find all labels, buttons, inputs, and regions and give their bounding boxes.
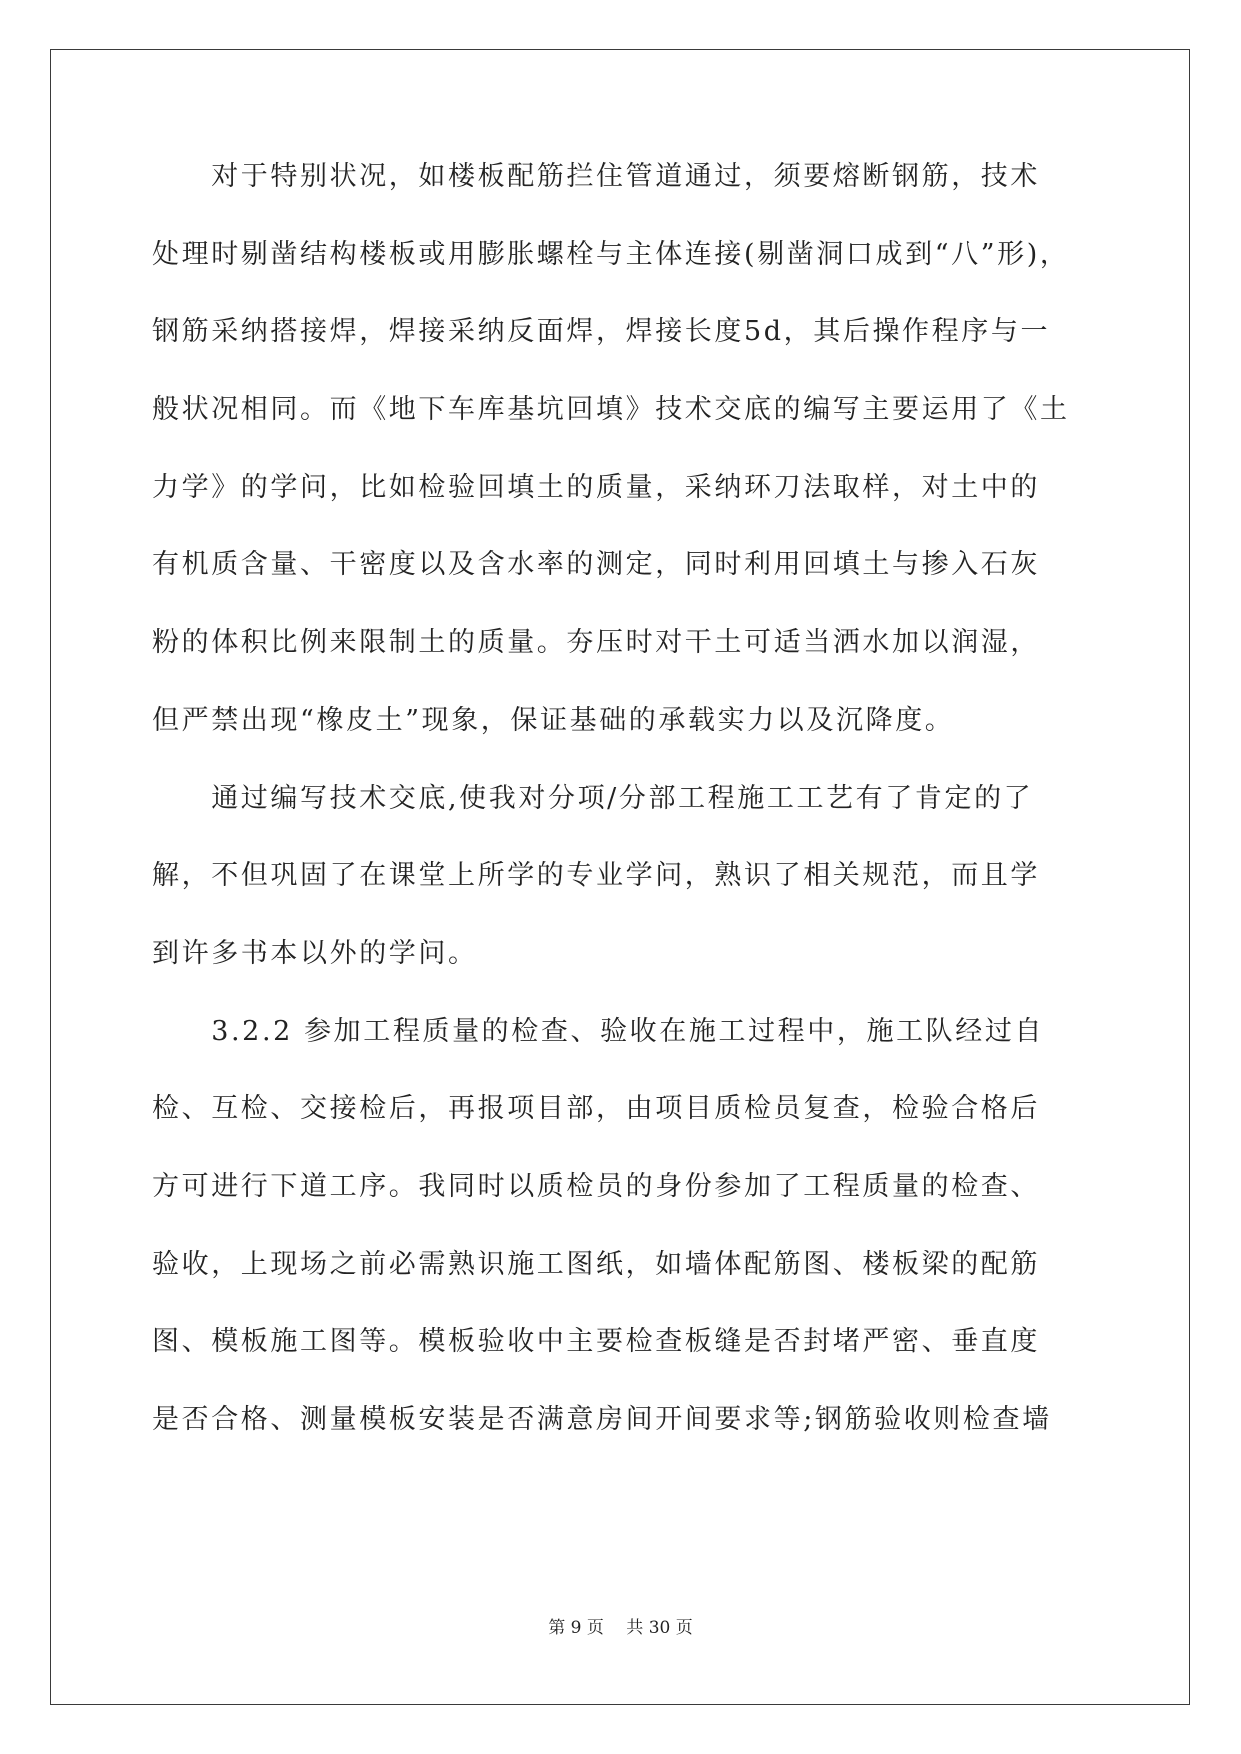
text-line: 有机质含量、干密度以及含水率的测定，同时利用回填土与掺入石灰 xyxy=(152,549,1040,581)
text-line: 是否合格、测量模板安装是否满意房间开间要求等;钢筋验收则检查墙 xyxy=(152,1404,1052,1435)
text-line: 对于特别状况，如楼板配筋拦住管道通过，须要熔断钢筋，技术 xyxy=(152,161,1040,192)
text-line: 解，不但巩固了在课堂上所学的专业学问，熟识了相关规范，而且学 xyxy=(152,860,1040,892)
text-line: 方可进行下道工序。我同时以质检员的身份参加了工程质量的检查、 xyxy=(152,1170,1040,1202)
text-line: 般状况相同。而《地下车库基坑回填》技术交底的编写主要运用了《土 xyxy=(152,394,1070,426)
text-line: 到许多书本以外的学问。 xyxy=(152,937,478,969)
text-line: 处理时剔凿结构楼板或用膨胀螺栓与主体连接(剔凿洞口成到“八”形)， xyxy=(152,238,1070,270)
text-line: 验收，上现场之前必需熟识施工图纸，如墙体配筋图、楼板梁的配筋 xyxy=(152,1248,1040,1280)
text-line: 3.2.2 参加工程质量的检查、验收在施工过程中，施工队经过自 xyxy=(152,1015,1045,1047)
document-body xyxy=(152,159,1087,1480)
text-line: 图、模板施工图等。模板验收中主要检查板缝是否封堵严密、垂直度 xyxy=(152,1326,1040,1358)
page-number-footer: 第 9 页 共 30 页 xyxy=(548,1618,693,1638)
text-line: 钢筋采纳搭接焊，焊接采纳反面焊，焊接长度5d，其后操作程序与一 xyxy=(152,316,1051,348)
paragraph xyxy=(152,1014,1087,1480)
text-line: 但严禁出现“橡皮土”现象，保证基础的承载实力以及沉降度。 xyxy=(152,704,955,736)
text-line: 粉的体积比例来限制土的质量。夯压时对干土可适当洒水加以润湿， xyxy=(152,627,1040,659)
text-line: 力学》的学问，比如检验回填土的质量，采纳环刀法取样，对土中的 xyxy=(152,471,1040,503)
paragraph xyxy=(152,781,1087,1014)
paragraph xyxy=(152,159,1087,781)
text-line: 检、互检、交接检后，再报项目部，由项目质检员复查，检验合格后 xyxy=(152,1093,1040,1125)
text-line: 通过编写技术交底,使我对分项/分部工程施工工艺有了肯定的了 xyxy=(152,782,1034,814)
